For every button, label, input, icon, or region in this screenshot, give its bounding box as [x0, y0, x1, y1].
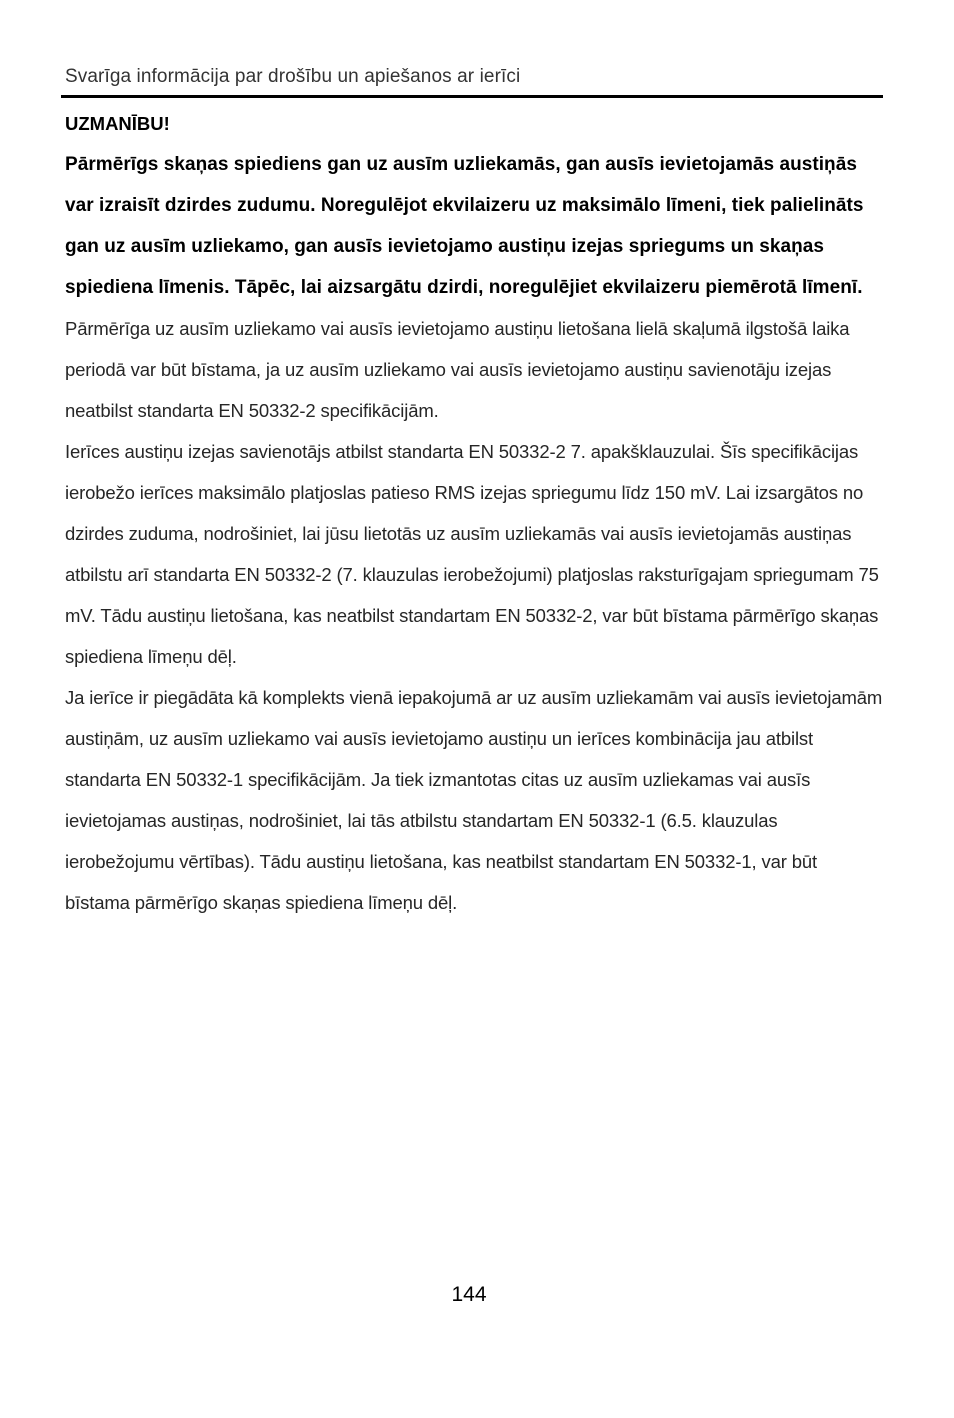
- paragraph: Pārmērīga uz ausīm uzliekamo vai ausīs ievietojamo austiņu lietošana lielā skaļumā ilgstošā laika periodā var būt bīstama, ja uz ausīm uzliekamo vai ausīs ievietojamo austiņu savienotāju izejas neatbilst standarta EN 50332-2 specifikācijām.: [65, 318, 850, 421]
- page-content: [65, 103, 883, 923]
- header-rule: [61, 95, 883, 98]
- page-number: 144: [451, 1283, 487, 1306]
- running-header: Svarīga informācija par drošību un apiešanos ar ierīci: [65, 66, 521, 87]
- paragraph: Ierīces austiņu izejas savienotājs atbilst standarta EN 50332-2 7. apakšklauzulai. Šīs specifikācijas ierobežo ierīces maksimālo platjoslas patieso RMS izejas spriegumu līdz 150 mV. Lai izsargātos no dzirdes zuduma, nodrošiniet, lai jūsu lietotās uz ausīm uzliekamās vai ausīs ievietojamās austiņas atbilstu arī standarta EN 50332-2 (7. klauzulas ierobežojumi) platjoslas raksturīgajam spriegumam 75 mV. Tādu austiņu lietošana, kas neatbilst standartam EN 50332-2, var būt bīstama pārmērīgo skaņas spiediena līmeņu dēļ.: [65, 441, 879, 667]
- warning-title: UZMANĪBU!: [65, 113, 170, 134]
- paragraph: Ja ierīce ir piegādāta kā komplekts vienā iepakojumā ar uz ausīm uzliekamām vai ausīs ievietojamām austiņām, uz ausīm uzliekamo vai ausīs ievietojamo austiņu un ierīces kombinācija jau atbilst standarta EN 50332-1 specifikācijām. Ja tiek izmantotas citas uz ausīm uzliekamas vai ausīs ievietojamas austiņas, nodrošiniet, lai tās atbilstu standartam EN 50332-1 (6.5. klauzulas ierobežojumu vērtības). Tādu austiņu lietošana, kas neatbilst standartam EN 50332-1, var būt bīstama pārmērīgo skaņas spiediena līmeņu dēļ.: [65, 687, 883, 913]
- warning-body: Pārmērīgs skaņas spiediens gan uz ausīm uzliekamās, gan ausīs ievietojamās austiņās var izraisīt dzirdes zudumu. Noregulējot ekvilaizeru uz maksimālo līmeni, tiek palielināts gan uz ausīm uzliekamo, gan ausīs ievietojamo austiņu izejas spriegums un skaņas spiediena līmenis. Tāpēc, lai aizsargātu dzirdi, noregulējiet ekvilaizeru piemērotā līmenī.: [65, 154, 864, 298]
